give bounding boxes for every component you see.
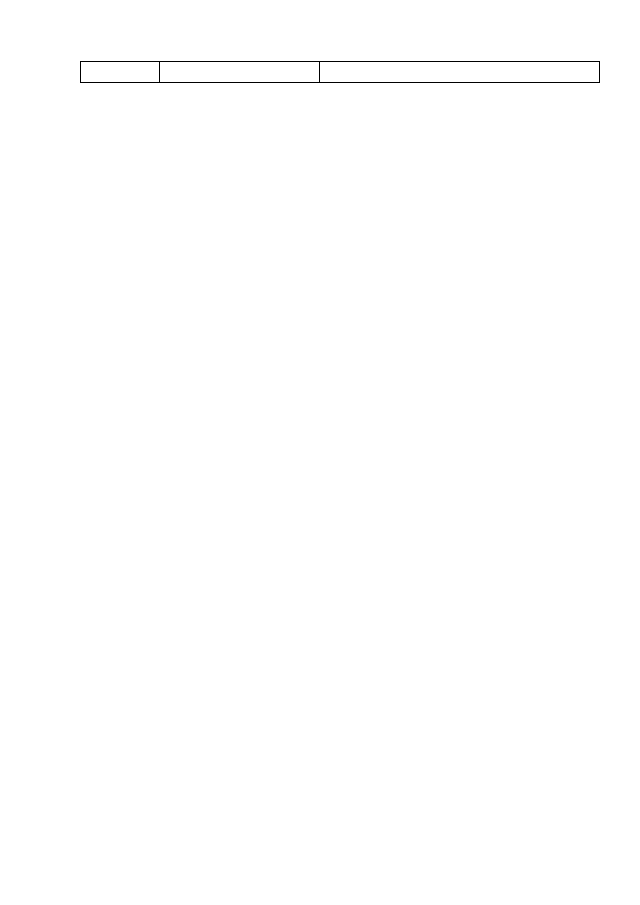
column-header-1 — [81, 62, 160, 82]
table-header — [80, 61, 600, 83]
column-header-3 — [320, 62, 599, 82]
column-header-2 — [160, 62, 320, 82]
